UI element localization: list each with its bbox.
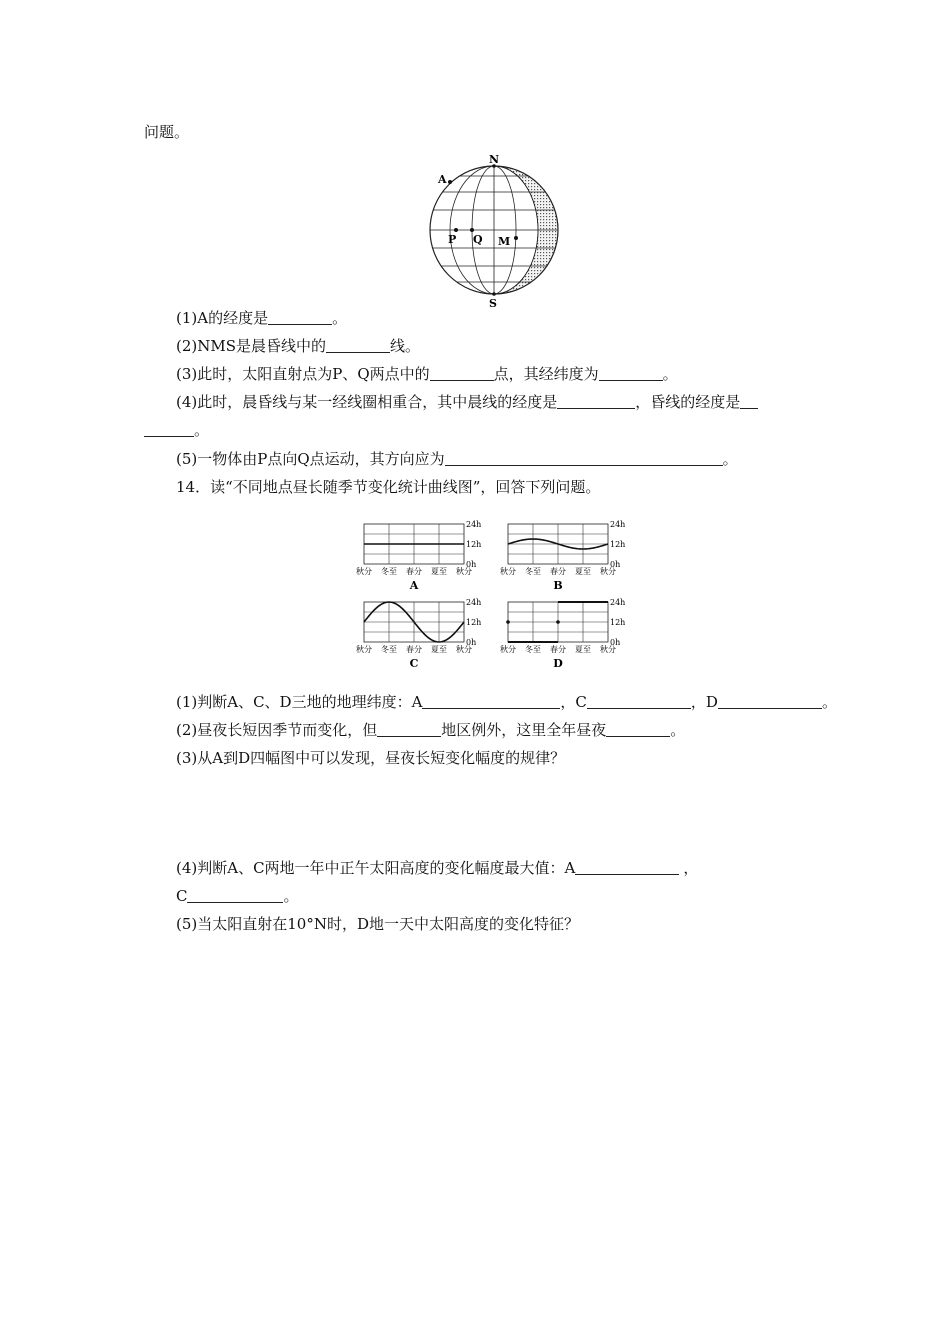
q13-p5-text: (5)一物体由P点向Q点运动，其方向应为 [176,450,445,468]
q13-p4-cont [144,420,209,440]
q13-p5 [176,449,738,469]
q14-p5: (5)当太阳直射在10°N时，D地一天中太阳高度的变化特征？ [176,915,579,933]
globe-figure [420,150,570,310]
x-tick-label: 秋分 [456,645,472,654]
y-tick-label: 12h [466,540,482,549]
q13-p3-blank1[interactable] [430,366,494,381]
data-point [556,620,560,624]
q14-p1 [176,692,837,712]
q13-p1 [176,308,347,328]
y-tick-label: 24h [466,598,482,607]
q13-p3-mid: 点，其经纬度为 [493,365,599,383]
x-tick-label: 夏至 [575,567,591,576]
y-tick-label: 24h [610,598,626,607]
q13-p4-text: (4)此时，晨昏线与某一经线圈相重合，其中晨线的经度是 [176,393,558,411]
q14-p2 [176,720,685,740]
chart-C [356,598,481,670]
q14-p1-text: (1)判断A、C、D三地的地理纬度：A [176,693,423,711]
q13-p2-blank[interactable] [326,338,390,353]
x-tick-label: 秋分 [600,567,616,576]
point-m [514,236,518,240]
x-tick-label: 秋分 [500,567,516,576]
label-a: A [438,173,447,186]
y-tick-label: 0h [610,560,621,569]
q14-p3: (3)从A到D四幅图中可以发现，昼夜长短变化幅度的规律？ [176,749,566,767]
y-tick-label: 0h [466,638,477,647]
label-p: P [448,233,457,246]
chart-title: B [553,579,563,592]
q14-p1-blank-d[interactable] [718,694,822,709]
chart-D [500,598,625,670]
q14-p1-end: 。 [821,693,837,711]
data-point [506,620,510,624]
x-tick-label: 秋分 [456,567,472,576]
q13-p4-blank2a[interactable] [740,394,758,409]
q14-p2-blank2[interactable] [606,722,670,737]
chart-title: C [409,657,419,670]
x-tick-label: 春分 [550,567,566,576]
intro-tail: 问题。 [144,123,190,141]
x-tick-label: 秋分 [600,645,616,654]
q14-p1-blank-c[interactable] [587,694,691,709]
point-s [492,292,496,296]
q13-p1-blank[interactable] [268,310,332,325]
q14-p4-blank-a[interactable] [575,860,679,875]
q14-p1-blank-a[interactable] [422,694,560,709]
q14-p4-c: C [176,887,188,905]
q14-p1-c: ，C [560,693,587,711]
x-tick-label: 春分 [406,645,422,654]
x-tick-label: 冬至 [381,645,397,654]
label-s: S [489,297,497,310]
q14-p4-blank-c[interactable] [187,888,283,903]
point-p [454,228,458,232]
q14-p4-end: 。 [283,887,299,905]
q13-p2 [176,336,420,356]
x-tick-label: 夏至 [431,645,447,654]
chart-title: A [409,579,419,592]
q14-p2-end: 。 [670,721,686,739]
label-m: M [498,235,511,248]
point-a [448,180,452,184]
x-tick-label: 秋分 [500,645,516,654]
q13-p3-end: 。 [662,365,678,383]
y-tick-label: 0h [610,638,621,647]
x-tick-label: 冬至 [525,567,541,576]
chart-A [356,520,481,592]
q13-p3-blank2[interactable] [599,366,663,381]
q14-p4-comma: ， [683,859,699,877]
x-tick-label: 冬至 [525,645,541,654]
q13-p4-end: 。 [194,421,210,439]
y-tick-label: 12h [610,540,626,549]
q13-p1-end: 。 [332,309,348,327]
q14-p4-text: (4)判断A、C两地一年中正午太阳高度的变化幅度最大值：A [176,859,576,877]
x-tick-label: 冬至 [381,567,397,576]
y-tick-label: 24h [610,520,626,529]
daylength-charts [352,518,642,680]
x-tick-label: 春分 [406,567,422,576]
q13-p5-blank[interactable] [445,451,723,466]
q13-p2-end: 线。 [390,337,421,355]
q13-p4 [176,392,758,412]
y-tick-label: 12h [610,618,626,627]
chart-title: D [553,657,563,670]
q14-p4-cont [176,886,299,906]
q13-p3 [176,364,678,384]
q13-p4-blank1[interactable] [557,394,635,409]
label-q: Q [473,233,483,246]
q14-p2-mid: 地区例外，这里全年昼夜 [441,721,607,739]
q13-p5-end: 。 [722,450,738,468]
y-tick-label: 24h [466,520,482,529]
q13-p3-text: (3)此时，太阳直射点为P、Q两点中的 [176,365,430,383]
x-tick-label: 春分 [550,645,566,654]
q14-p1-d: ，D [690,693,718,711]
q14-p2-blank1[interactable] [377,722,441,737]
x-tick-label: 秋分 [356,567,372,576]
label-n: N [489,153,500,166]
x-tick-label: 夏至 [431,567,447,576]
q13-p1-text: (1)A的经度是 [176,309,269,327]
q14-p4 [176,858,698,878]
chart-B [500,520,625,592]
point-q [470,228,474,232]
q13-p2-text: (2)NMS是晨昏线中的 [176,337,327,355]
q14-title: 14．读“不同地点昼长随季节变化统计曲线图”，回答下列问题。 [176,478,601,496]
y-tick-label: 12h [466,618,482,627]
x-tick-label: 夏至 [575,645,591,654]
y-tick-label: 0h [466,560,477,569]
q14-p2-text: (2)昼夜长短因季节而变化，但 [176,721,378,739]
q13-p4-blank2b[interactable] [144,422,194,437]
x-tick-label: 秋分 [356,645,372,654]
q13-p4-mid: ，昏线的经度是 [635,393,741,411]
